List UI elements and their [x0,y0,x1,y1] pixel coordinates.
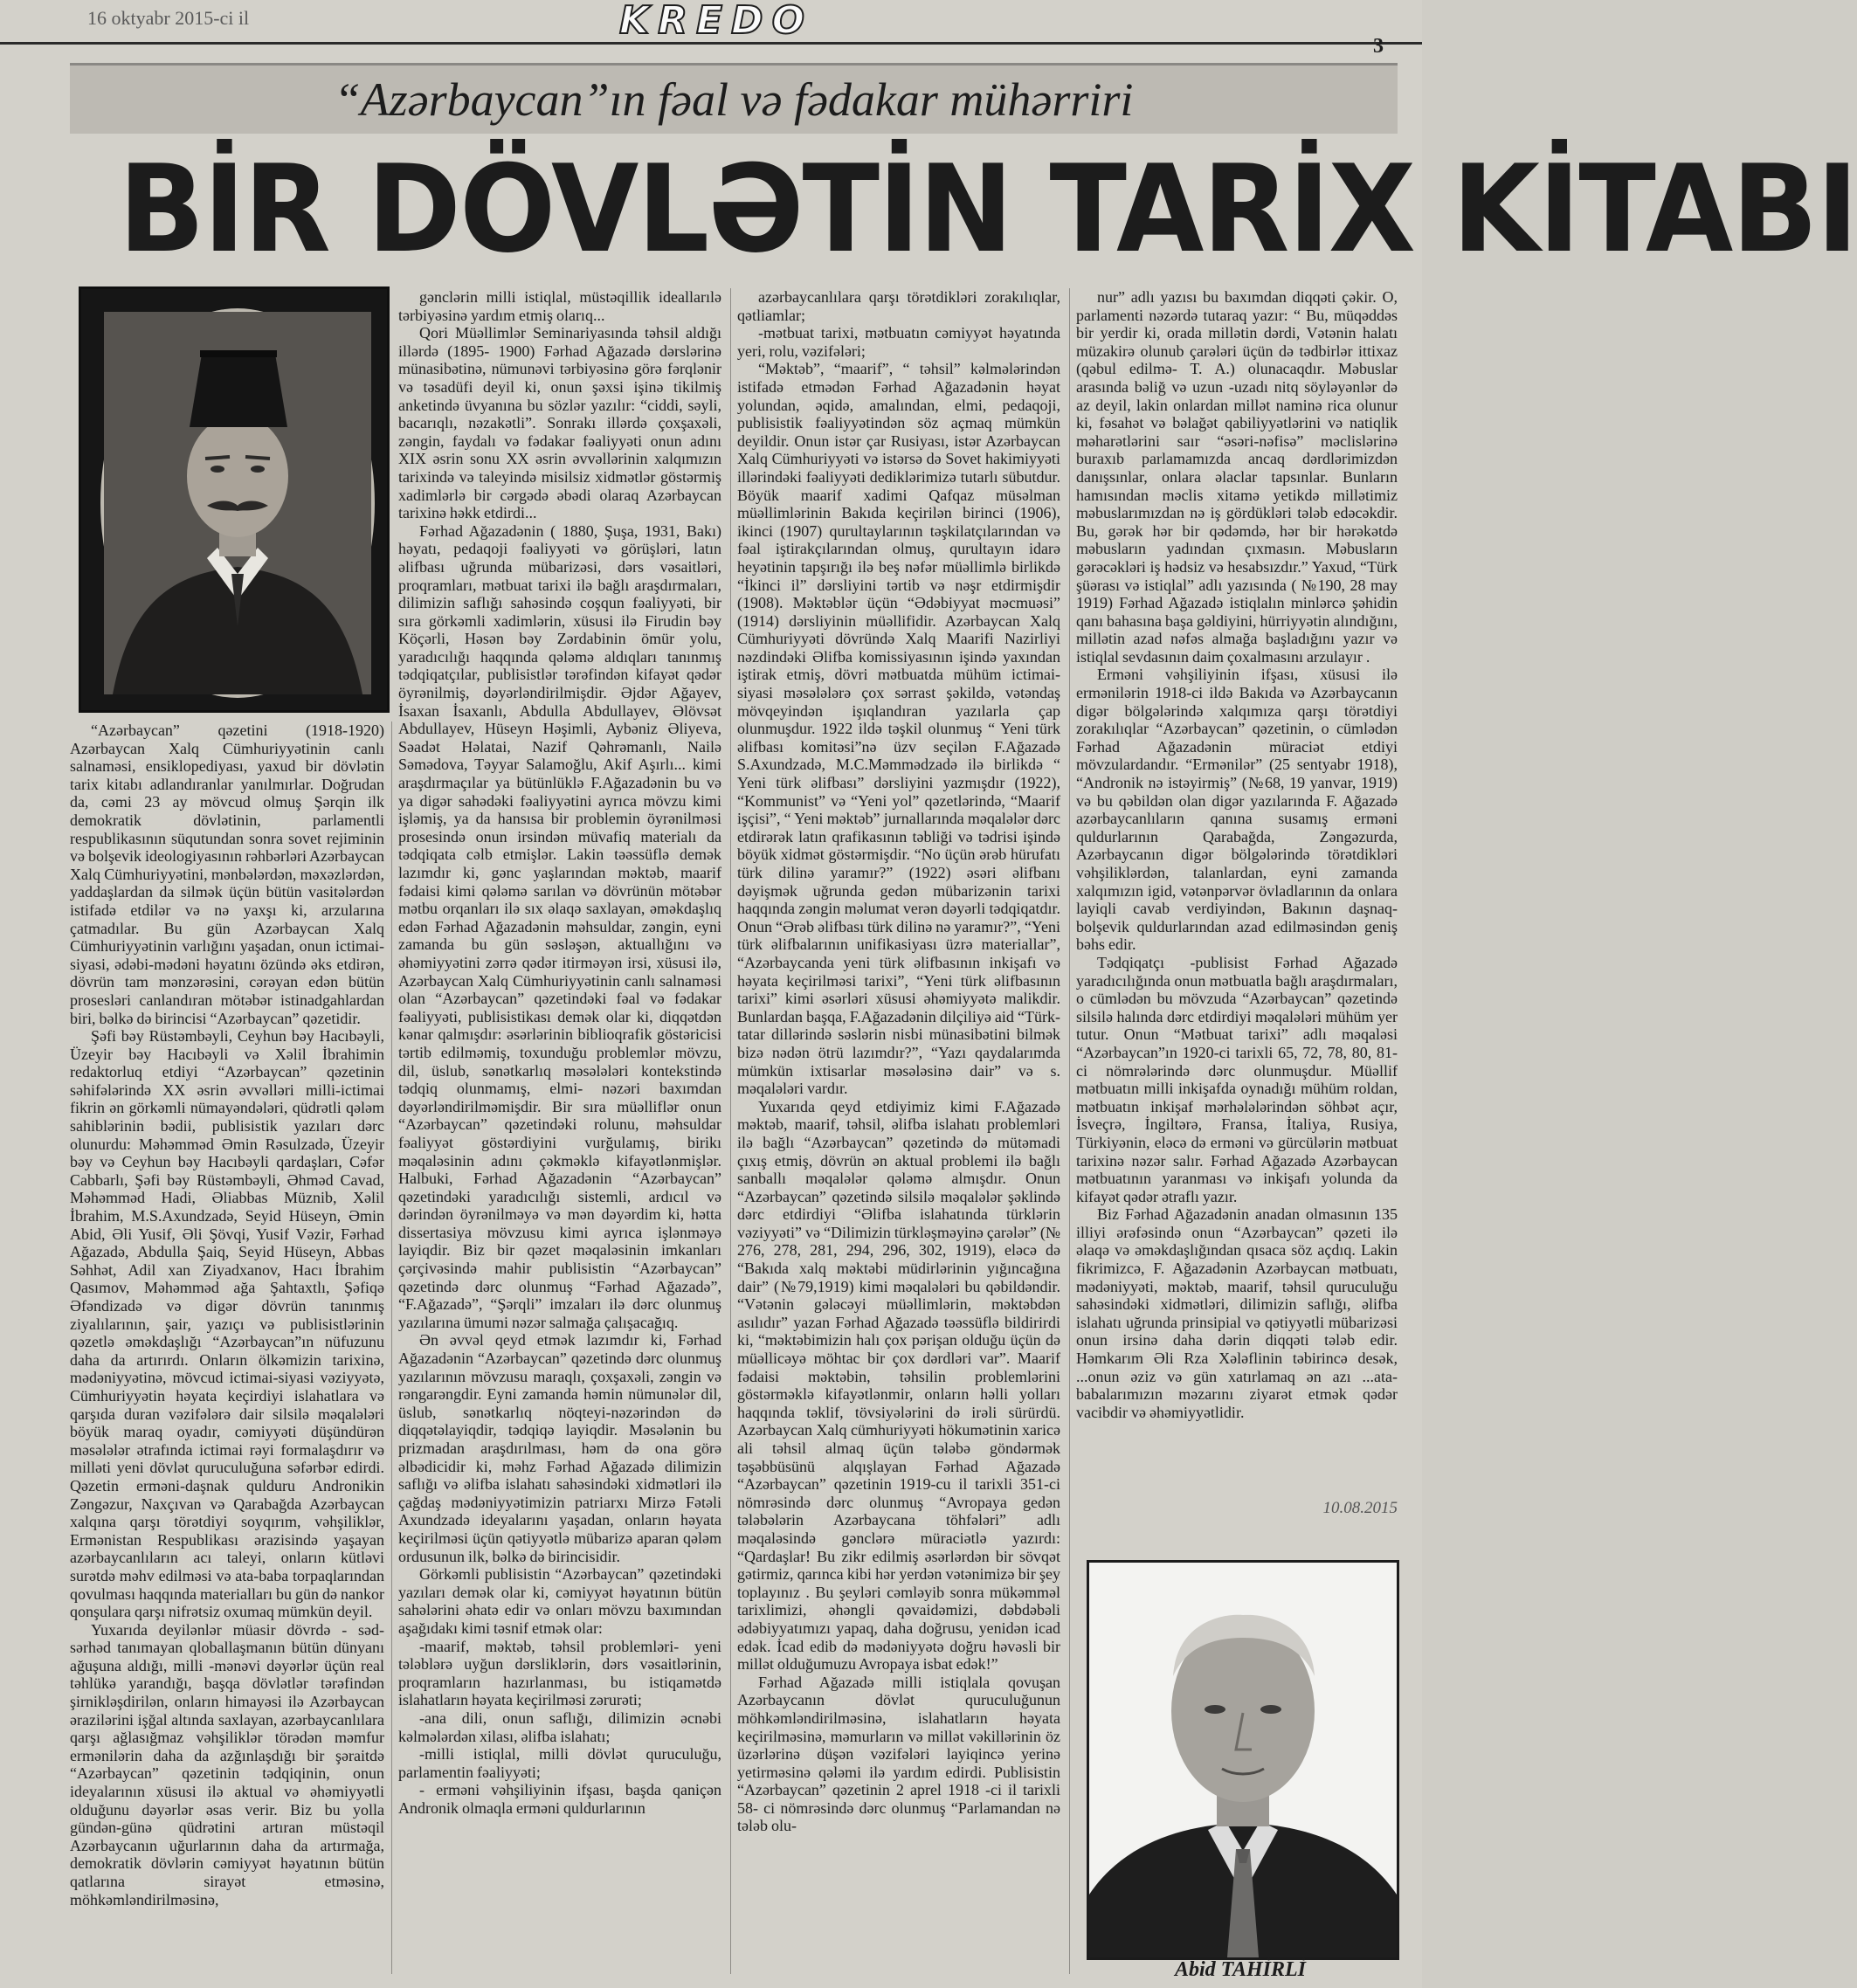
author-name: Abid TAHİRLİ [1174,1958,1307,1981]
newspaper-logo: KREDO [619,0,813,43]
paragraph: Tədqiqatçı -publisist Fərhad Ağazadə yaradıcılığında onun mətbuatla bağlı araşdırmaları, o cümlədən bu mövzuda “Azərbaycan” qəzetində silsilə halında dərc etdirdiyi məqalələri mühüm yer tutur. Onun “Mətbuat tarixi” adlı məqaləsi “Azərbaycan”ın 1920-ci tarixli 65, 72, 78, 80, 81-ci nömrələrində dərc olunmuşdur. Müəllif mətbuatın milli inkişafda oynadığı mühüm roldan, mətbuatın inkişaf mərhələlərindən söhbət açır, İsveçrə, İngiltərə, Fransa, İtaliya, Rusiya, Türkiyənin, eləcə də erməni və gürcülərin mətbuat tarixinə nəzər salır. Fərhad Ağazadə Azərbaycan mətbuatının yaranması və inkişafı yolunda da kifayət qədər ətraflı yazır. [1076,953,1398,1205]
paragraph: Yuxarıda deyilənlər müasir dövrdə - səd-sərhəd tanımayan qloballaşmanın bütün dünyanı ağuşuna aldığı, milli -mənəvi dəyərlər üçün real təhlükə yarandığı, başqa dövlətlər tərəfindən şirnikləşdirilən, onların himayəsi ilə Azərbaycan ərazilərini işğal altında saxlayan, azərbaycanlılara qarşı ağlasığmaz vəhşiliklər törədən məmfur ermənilərin daha da azğınlaşdığı bir şəraitdə “Azərbaycan” qəzetinin tədqiqinin, onun ideyalarının xüsusi ilə aktual və əhəmiyyətli olduğunu dəyərlər əsas verir. Biz bu yolla gündən-günə qüdrətini artıran müstəqil Azərbaycanın uğurlarının daha da artırmağa, demokratik dövlərin cəmiyyət həyatının bütün qatlarına sirayət etməsinə, möhkəmləndirilməsinə, [70,1620,384,1909]
article-column-4 [1076,288,1398,1476]
paragraph: “Məktəb”, “maarif”, “ təhsil” kəlmələrindən istifadə etmədən Fərhad Ağazadənin həyat yolundan, əqidə, amalından, elmi, pedaqoji, publisistik fəaliyyətindən söz açmaq mümkün deyildir. Onun istər çar Rusiyası, istər Azərbaycan Xalq Cümhuriyyəti və istərsə də Sovet hakimiyyəti illərindəki fəaliyyəti dediklərimizə tutarlı sübutdur. Böyük maarif xadimi Qafqaz müsəlman müəllimlərinin Bakıda keçirilən birinci (1906), ikinci (1907) qurultaylarının təşkilatçılarından və fəal iştirakçılarından olmuş, qurultayın idarə heyətinin tapşırığı ilə beş nəfər müəllimlə birlikdə “İkinci il” dərsliyini tərtib və nəşr etdirmişdir (1908). Məktəblər üçün “Ədəbiyyat məcmuəsi” (1914) dərsliyinin müəllifidir. Azərbaycan Xalq Cümhuriyyəti dövründə Xalq Maarifi Nazirliyi nəzdindəki Əlifba komissiyasının işində yaxından iştirak etmiş, dövri mətbuatda mühüm ictimai-siyasi məsələlərə çox sərrast şəkildə, vətəndaş mövqeyindən işıqlandıran yazılarla çap olunmuşdur. 1922 ildə təşkil olunmuş “ Yeni türk əlifbası komitəsi”nə üzv seçilən F.Ağazadə S.Axundzadə, M.C.Məmmədzadə ilə birlikdə “ Yeni türk əlifbası” dərsliyini yazmışdır (1922), “Kommunist” və “Yeni yol” qəzetlərində, “Maarif işçisi”, “ Yeni məktəb” jurnallarında məqalələr dərc etdirərək latın qrafikasının təbliği və tədrisi işində böyük xidmət göstərmişdir. “No üçün ərəb hürufatı türk dilinə yaramır?” (1922) əsəri əlifbanı dəyişmək uğrunda gedən mübarizənin tarixi haqqında zəngin məlumat verən dəyərli tədqiqatdır. Onun “Ərəb əlifbası türk dilinə nə yaramır?”, “Yeni türk əlifbalarının unifikasiyası üzrə materiallar”, “Azərbaycanda yeni türk əlifbasının inkişafı və həyata keçirilməsi tarixi”, “Yeni türk əlifbasının tarixi” kimi əsərləri xüsusi əhəmiyyətə malikdir. Bunlardan başqa, F.Ağazadənin dilçiliyə aid “Türk-tatar dillərində səslərin nisbi münasibətini bilmək bizə nədən ötrü lazımdır?”, “Yazı qaydalarımda mümkün ixtisarlar məsələsinə dair” və s. məqalələri vardır. [737,360,1060,1098]
list-item: -milli istiqlal, milli dövlət quruculuğu, parlamentin fəaliyyəti; [398,1745,721,1781]
author-photo-drawing [1089,1563,1397,1957]
article-column-2 [398,288,721,1983]
list-item: -ana dili, onun saflığı, dilimizin əcnəbi kəlmələrdən xilası, əlifba islahatı; [398,1708,721,1745]
paragraph: Erməni vəhşiliyinin ifşası, xüsusi ilə ermənilərin 1918-ci ildə Bakıda və Azərbaycanın digər bölgələrində xalqımıza qarşı törətdiyi zorakılıqlar “Azərbaycan” qəzetinin, o cümlədən Fərhad Ağazadənin müraciət etdiyi mövzulardandır. “Ermənilər” (25 sentyabr 1918), “Andronik nə istəyirmiş” (№68, 19 yanvar, 1919) və bu qəbildən olan digər yazılarında F. Ağazadə azərbaycanlıların qanına susamış erməni quldurlarının Qarabağda, Zəngəzurda, Azərbaycanın digər bölgələrində törətdikləri vəhşiliklərdən, talanlardan, eyni zamanda xalqımızın igid, vətənpərvər övladlarının da onlara layiqli cavab verdiyindən, Bakının daşnaq- bolşevik quldurlarından azad edilməsindən geniş bəhs edir. [1076,666,1398,954]
list-item: -mətbuat tarixi, mətbuatın cəmiyyət həyatında yeri, rolu, vəzifələri; [737,324,1060,360]
column-rule [730,288,731,1974]
paragraph: Fərhad Ağazadənin ( 1880, Şuşa, 1931, Bakı) həyatı, pedaqoji fəaliyyəti və görüşləri, latın əlifbası uğrunda mübarizəsi, dərs vəsaitləri, proqramları, mətbuat tarixi ilə bağlı araşdırmaları, dilimizin saflığı sahəsində coşqun fəaliyyəti, bir sıra görkəmli xadimlərin, xüsusi ilə Firudin bəy Köçərli, Həsən bəy Zərdabinin ömür yolu, yaradıcılığı haqqında qələmə aldıqları tanınmış tədqiqatçılar, publisistlər tərəfindən kifayət qədər öyrənilmiş, dəyərləndirilmişdir. Əjdər Ağayev, İsaxan İsaxanlı, Abdulla Abdullayev, Əlövsət Abdullayev, Hüseyn Həşimli, Aybəniz Əliyeva, Səadət Həlatai, Nazif Qəhrəmanlı, Nailə Səmədova, Təyyar Salamoğlu, Akif Aşırlı... kimi araşdırmaçılar ya bütünlüklə F.Ağazadənin bu və ya digər sahədəki fəaliyyətini ayrıca mövzu kimi işləmiş, ya da hansısa bir problemin öyrənilməsi prosesində onun irsindən müvafiq materialı da tədqiqata cəlb etmişlər. Lakin təəssüflə demək lazımdır ki, gənc yaşlarından məktəb, maarif fədaisi kimi qələmə sarılan və dövrünün mötəbər mətbu orqanları ilə sıx əlaqə saxlayan, əməkdaşlıq edən Fərhad Ağazadənin məhsuldar, zəngin, eyni zamanda bu gün səsləşən, aktuallığını və əhəmiyyətini zərrə qədər itirməyən irsi, xüsusi ilə, Azərbaycan Xalq Cümhuriyyətinin canlı salnaməsi olan “Azərbaycan” qəzetindəki fəal və fədakar fəaliyyəti, publisistikası demək olar ki, diqqətdən kənar qalmışdır: əsərlərinin biblioqrafik göstəricisi tərtib edilməmiş, toxunduğu problemlər mövzu, dil, üslub, sənətkarlıq məsələləri kontekstində tədqiq olunmamış, elmi- nəzəri baxımdan dəyərləndirilməmişdir. Bir sıra müəlliflər onun “Azərbaycan” qəzetindəki rolunu, məhsuldar fəaliyyət göstərdiyini vurğulamış, birikı məqaləsinin adını çəkməklə kifayətlənmişlər. Halbuki, Fərhad Ağazadənin “Azərbaycan” qəzetindəki yaradıcılığı sistemli, ardıcıl və dərindən öyrənilməyə və mən dəyərdim ki, hətta dissertasiya mövzusu kimi ayrıca işlənməyə layiqdir. Biz bir qəzet məqaləsinin imkanları çərçivəsində mahir publisistin “Azərbaycan” qəzetində dərc olunmuş “Fərhad Ağazadə”, “F.Ağazadə”, “Şərqli” imzaları ilə dərc olunmuş yazılarına ümumi nəzər salmağa çalışacağıq. [398,521,721,1331]
column-rule [1069,288,1070,1974]
article-column-1 [70,721,384,1979]
masthead-bar [0,0,1422,45]
paragraph: “Azərbaycan” qəzetini (1918-1920) Azərbaycan Xalq Cümhuriyyətinin canlı salnaməsi, ensiklopediyası, yaxud bir dövlətin tarix kitabı adlandıranlar yanılmırlar. Doğrudan da, cəmi 23 ay mövcud olmuş Şərqin ilk demokratik dövlətinin, parlamentli respublikasının süqutundan sonra sovet rejiminin və bolşevik ideologiyasının rəhbərləri Azərbaycan Xalq Cümhuriyyətini, mənbələrdən, məxəzlərdən, yaddaşlardan da silmək üçün bütün vasitələrdən istifadə etdilər və nə yaxşı ki, arzularına çatmadılar. Bu gün Azərbaycan Xalq Cümhuriyyətinin varlığını yaşadan, onun ictimai-siyasi, ədəbi-mədəni həyatını özündə əks etdirən, dövrün tam mənzərəsini, cərəyan edən bütün prosesləri canlandıran mötəbər istinadgahlardan biri, bəlkə də birincisi “Azərbaycan” qəzetidir. [70,721,384,1027]
list-item: -maarif, məktəb, təhsil problemləri- yeni tələblərə uyğun dərsliklərin, dərs vəsaitlərinin, proqramların hazırlanması, bu istiqamətdə islahatların həyata keçirilməsi zərurəti; [398,1637,721,1709]
historical-portrait [79,286,390,713]
paragraph: Ən əvvəl qeyd etmək lazımdır ki, Fərhad Ağazadənin “Azərbaycan” qəzetində dərc olunmuş yazılarının mövzusu maraqlı, çoxşaxəli, zəngin və rəngarəngdir. Eyni zamanda həmin nümunələr dil, üslub, sənətkarlıq nöqteyi-nəzərindən də diqqətəlayiqdir, tədqiqə layiqdir. Məsələnin bu prizmadan araşdırılması, həm də ona görə əlbədicidir ki, məhz Fərhad Ağazadə dilimizin saflığı və əlifba islahatı sahəsindəki xidmətləri ilə çağdaş mədəniyyətimizin patriarxı Mirzə Fətəli Axundzadə ideyalarını yaşadan, onların həyata keçirilməsi üçün qətiyyətlə mübarizə aparan qələm ordusunun ilk, bəlkə də birincisidir. [398,1331,721,1565]
list-item: - erməni vəhşiliyinin ifşası, başda qaniçən Andronik olmaqla erməni quldurlarının [398,1781,721,1817]
paragraph: nur” adlı yazısı bu baxımdan diqqəti çəkir. O, parlamenti nəzərdə tutaraq yazır: “ Bu, müqəddəs bir yerdir ki, orada millətin dərdi, Vətənin halatı müzakirə olunub çarələri üçün də tədbirlər ittixaz (qəbul edilmə- T. A.) olunacaqdır. Məbuslar arasında bəliğ və uzun -uzadı nitq söyləyənlər də az deyil, lakin onlardan millət naminə rica olunur ki, fəsahət və bəlağət qabiliyyətlərini və natiqlik məharətlərini saır “əsəri-nəfisə” məclislərinə buraxıb parlamamızda ancaq dərdlərimizdən danışsınlar, onlara əlaclar tapsınlar. Bunların hamısından məclis xitamə yetikdə millətimiz məbuslarımızdan nə iş gördükləri tələb edəcəkdir. Bu, gərək hər bir qədəmdə, hər bir hərəkətdə məbusların yadından çıxmasın. Məbusların gərəcəkləri iş hədsiz və hesabsızdır.” Yaxud, “Türk şüərası və istiqlal” adlı yazısında ( №190, 28 may 1919) Fərhad Ağazadə istiqlalın minlərcə şəhidin qanı bahasına başa gəldiyini, hürriyyətin alındığını, millətin azad nəfəs almağa başladığını yazır və istiqlal sevdasının daim çoxalmasını arzulayır . [1076,288,1398,666]
paragraph: gənclərin milli istiqlal, müstəqillik ideallarılə tərbiyəsinə yardım etmiş olarıq... [398,288,721,324]
article-column-3 [737,288,1060,1983]
paragraph: Fərhad Ağazadə milli istiqlala qovuşan Azərbaycanın dövlət quruculuğunun möhkəmləndirilməsinə, islahatların həyata keçirilməsinə, məmurların və millət vəkillərinin öz üzərlərinə düşən vəzifələri layiqincə yerinə yetirməsinə qələmi ilə yardım edirdi. Publisistin “Azərbaycan” qəzetinin 2 aprel 1918 -ci il tarixli 58- ci nömrəsində dərc olunmuş “Parlamandan nə tələb olu- [737,1673,1060,1835]
issue-date: 16 oktyabr 2015-ci il [87,7,250,29]
author-photo [1087,1560,1399,1960]
article-date: 10.08.2015 [1322,1499,1398,1517]
paragraph: Görkəmli publisistin “Azərbaycan” qəzetindəki yazıları demək olar ki, cəmiyyət həyatının bütün sahələrini əhatə edir və onları mövzu baxımından aşağıdakı kimi təsnif etmək olar: [398,1565,721,1637]
article-kicker: “Azərbaycan”ın fəal və fədakar mühərriri [70,63,1398,134]
paragraph: Biz Fərhad Ağazadənin anadan olmasının 135 illiyi ərəfəsində onun “Azərbaycan” qəzeti ilə əlaqə və əməkdaşlığından qısaca söz açdıq. Lakin fikrimizcə, F. Ağazadənin Azərbaycan mətbuatı, mədəniyyəti, məktəb, maarif, təhsil quruculuğu sahəsindəki xidmətləri, dilimizin saflığı, əlifba islahatı uğrunda prinsipial və qətiyyətli mübarizəsi onun irsinə daha dərin diqqəti tələb edir. Həmkarım Əli Rza Xələflinin təbirincə desək, ...onun əziz və gün xatırlamaq ən azı ...ata-babalarımızın məzarını ziyarət etmək qədər vacibdir və əhəmiyyətlidir. [1076,1205,1398,1421]
paragraph: Yuxarıda qeyd etdiyimiz kimi F.Ağazadə məktəb, maarif, təhsil, əlifba islahatı problemləri ilə bağlı “Azərbaycan” qəzetində də mütəmadi çıxış etmiş, dövrün ən aktual problemi ilə bağlı sanballı məqalələr qələmə almışdır. Onun “Azərbaycan” qəzetində silsilə məqalələr şəklində dərc etdirdiyi “Əlifba islahatında türklərin vəziyyəti” və “Dilimizin türkləşməyinə çarələr” (№ 276, 278, 281, 294, 296, 302, 1919), eləcə də “Bakıda xalq məktəbi müdirlərinin yığıncağına dair” (№79,1919) kimi məqalələri bu qəbildəndir. “Vətənin gələcəyi müəllimlərin, məktəbdən asılıdır” yazan Fərhad Ağazadə təəssüflə bildirirdi ki, “məktəbimizin halı çox pərişan olduğu üçün də müəllicəyə möhtac bir çox dərdləri var”. Maarif fədaisi məktəbin, təhsilin problemlərini göstərməklə kifayətlənmir, onların həlli yolları haqqında təklif, tövsiyələrini də irəli sürürdü. Azərbaycan Xalq cümhuriyyəti hökumətinin xaricə ali təhsil almaq üçün tələbə göndərmək təşəbbüsünü alqışlayan Fərhad Ağazadə “Azərbaycan” qəzetinin 1919-cu il tarixli 351-ci nömrəsində dərc olunmuş “Avropaya gedən tələbələrin Azərbaycana töhfələri” adlı məqaləsində gənclərə müraciətlə yazırdı: “Qardaşlar! Bu zikr edilmiş əsərlərdən bir sövqət gətirmiz, qarınca kibi hər yerdən vətənimizə bir şey toplayınız . Bu şeyləri cəmləyib sonra mükəmməl tarixlimizi, əhəngli qəvaidəmizi, dəbdəbəli ədəbiyyatımızı yapaq, daha doğrusu, yenidən icad edək. İcad edib də mədəniyyətə doğru həvəsli bir millət olduğumuzu Avropaya isbat edək!” [737,1097,1061,1674]
portrait-drawing [104,312,371,694]
portrait-oval [100,308,375,698]
paragraph: Qori Müəllimlər Seminariyasında təhsil aldığı illərdə (1895- 1900) Fərhad Ağazadə dərslərinə münasibətinə, nümunəvi tərbiyəsinə görə fərqlənir və təsadüfi deyil ki, onun şəxsi işinə tikilmiş anketində üvyanına bu sözlər yazılır: “ciddi, səyli, bacarıqlı, nəzakətli”. Sonrakı illərdə çoxşaxəli, zəngin, faydalı və fədakar fəaliyyəti onun adını XIX əsrin sonu XX əsrin əvvəllərinin xalqımızın tarixində və taleyində misilsiz xidmətlər göstərmiş xadimlərlə bir cərgədə əbədi olaraq Azərbaycan tarixinə həkk etdirdi... [398,324,721,522]
paragraph: Şəfi bəy Rüstəmbəyli, Ceyhun bəy Hacıbəyli, Üzeyir bəy Hacıbəyli və Xəlil İbrahimin redaktorluq etdiyi “Azərbaycan” qəzetinin səhifələrində XX əsrin əvvəlləri milli-ictimai fikrin ən görkəmli nümayəndələri, qüdrətli qələm sahiblərinin bədii, publisistik yazıları dərc olunurdu: Məhəmməd Əmin Rəsulzadə, Üzeyir bəy və Ceyhun bəy Hacıbəyli qardaşları, Cəfər Cabbarlı, Şəfi bəy Rüstəmbəyli, Əhməd Cavad, Məhəmməd Hadi, Əliabbas Müznib, Xəlil İbrahim, M.S.Axundzadə, Seyid Hüseyn, Əmin Abid, Əli Yusif, Əli Şövqi, Yusif Vəzir, Fərhad Ağazadə, Abdulla Şaiq, Seyid Hüseyn, Abbas Səhhət, Adil xan Ziyadxanov, Hacı İbrahim Qasımov, Məhəmməd ağa Şahtaxtlı, Şəfiqə Əfəndizadə və digər dövrün tanınmış ziyalılarının, şair, yazıçı və publisistlərinin qəzetlə əməkdaşlığı “Azərbaycan”ın nüfuzunu daha da artırırdı. Onların ölkəmizin tarixinə, mədəniyyətinə, mövcud ictimai-siyasi vəziyyətə, Cümhuriyyətin həyata keçirdiyi islahatlara və qarşıda duran vəzifələrə dair silsilə məqalələri böyük maraq oyadır, cəmiyyəti düşündürən məsələlər ətrafında ictimai rəyi formalaşdırır və milləti yeni dövlət quruculuğuna səfərbər edirdi. Qəzetin erməni-daşnak qulduru Andronikin Zəngəzur, Naxçıvan və Qarabağda Azərbaycan xalqına qarşı törətdiyi soyqırım, vəhşiliklər, Ermənistan Respublikası ərazisində yaşayan azərbaycanlıların acı taleyi, onların kütləvi surətdə məhv edilməsi və ata-baba torpaqlarından qovulması haqqında materialları bu gün də nankor qonşulara qarşı nifrətsiz oxumaq mümkün deyil. [70,1027,384,1621]
list-item: azərbaycanlılara qarşı törətdikləri zorakılıqlar, qətliamlar; [737,288,1060,324]
article-headline: BİR DÖVLƏTİN TARİX KİTABI [118,139,1857,280]
column-rule [391,721,392,1974]
page-number: 3 [1373,35,1384,58]
